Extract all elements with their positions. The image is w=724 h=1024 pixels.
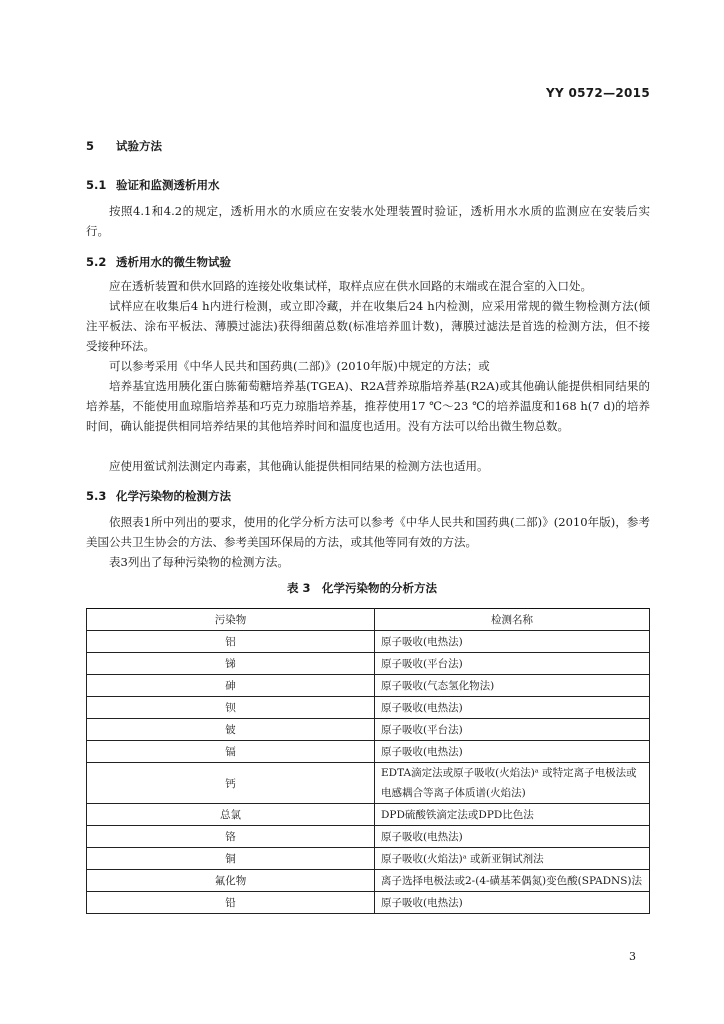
section-title: 验证和监测透析用水 bbox=[116, 178, 220, 192]
table-row bbox=[87, 653, 650, 675]
method-cell: 原子吸收(火焰法)ᵃ 或新亚铜试剂法 bbox=[375, 848, 650, 870]
section-title: 透析用水的微生物试验 bbox=[116, 255, 231, 269]
page-number: 3 bbox=[629, 950, 636, 963]
contaminant-cell: 氟化物 bbox=[87, 870, 375, 892]
table-row bbox=[87, 631, 650, 653]
table-row bbox=[87, 697, 650, 719]
table-row bbox=[87, 826, 650, 848]
section-title: 化学污染物的检测方法 bbox=[116, 489, 231, 503]
section-number: 5.3 bbox=[86, 489, 107, 503]
section-5-heading bbox=[86, 138, 162, 154]
table-row bbox=[87, 719, 650, 741]
table-row bbox=[87, 848, 650, 870]
table-caption: 表 3 化学污染物的分析方法 bbox=[286, 581, 437, 595]
table-row bbox=[87, 675, 650, 697]
paragraph: 应在透析装置和供水回路的连接处收集试样，取样点应在供水回路的末端或在混合室的入口处。 bbox=[109, 279, 592, 293]
method-cell: EDTA滴定法或原子吸收(火焰法)ᵃ 或特定离子电极法或电感耦合等离子体质谱(火焰法) bbox=[375, 763, 650, 804]
paragraph: 试样应在收集后4 h内进行检测，或立即冷藏，并在收集后24 h内检测，应采用常规的微生物检测方法(倾注平板法、涂布平板法、薄膜过滤法)获得细菌总数(标准培养皿计数)，薄膜过滤法是首选的检测方法，但不接受接种环法。 bbox=[86, 299, 650, 353]
contaminant-cell: 钡 bbox=[87, 697, 375, 719]
contaminant-cell: 铜 bbox=[87, 848, 375, 870]
table-row bbox=[87, 892, 650, 914]
table-row bbox=[87, 870, 650, 892]
paragraph: 应使用鲎试剂法测定内毒素，其他确认能提供相同结果的检测方法也适用。 bbox=[109, 459, 489, 473]
contaminant-cell: 铬 bbox=[87, 826, 375, 848]
contaminant-analysis-table bbox=[86, 608, 650, 914]
contaminant-cell: 砷 bbox=[87, 675, 375, 697]
column-header-method: 检测名称 bbox=[375, 609, 650, 631]
section-5-2-heading bbox=[86, 254, 231, 270]
section-number: 5.2 bbox=[86, 255, 107, 269]
method-cell: 原子吸收(电热法) bbox=[375, 741, 650, 763]
table-header-row bbox=[87, 609, 650, 631]
contaminant-cell: 钙 bbox=[87, 763, 375, 804]
document-code: YY 0572—2015 bbox=[546, 86, 650, 100]
contaminant-cell: 铍 bbox=[87, 719, 375, 741]
paragraph: 培养基宜选用胰化蛋白胨葡萄糖培养基(TGEA)、R2A营养琼脂培养基(R2A)或其他确认能提供相同结果的培养基，不能使用血琼脂培养基和巧克力琼脂培养基，推荐使用17 ℃～23 ℃的培养温度和168 h(7 d)的培养时间，确认能提供相同培养结果的其他培养时间和温度也适用。没有方法可以给出微生物总数。 bbox=[86, 379, 650, 433]
table-row bbox=[87, 741, 650, 763]
section-number: 5.1 bbox=[86, 178, 107, 192]
method-cell: 原子吸收(气态氢化物法) bbox=[375, 675, 650, 697]
table-row bbox=[87, 763, 650, 804]
section-5-3-heading bbox=[86, 488, 231, 504]
table-row bbox=[87, 804, 650, 826]
paragraph: 表3列出了每种污染物的检测方法。 bbox=[109, 555, 289, 569]
section-title: 试验方法 bbox=[116, 139, 162, 153]
contaminant-cell: 锑 bbox=[87, 653, 375, 675]
method-cell: DPD硫酸铁滴定法或DPD比色法 bbox=[375, 804, 650, 826]
paragraph: 可以参考采用《中华人民共和国药典(二部)》(2010年版)中规定的方法；或 bbox=[109, 359, 490, 373]
method-cell: 原子吸收(电热法) bbox=[375, 826, 650, 848]
method-cell: 原子吸收(平台法) bbox=[375, 719, 650, 741]
contaminant-cell: 总氯 bbox=[87, 804, 375, 826]
column-header-contaminant: 污染物 bbox=[87, 609, 375, 631]
method-cell: 原子吸收(电热法) bbox=[375, 631, 650, 653]
contaminant-cell: 镉 bbox=[87, 741, 375, 763]
method-cell: 原子吸收(电热法) bbox=[375, 697, 650, 719]
contaminant-cell: 铝 bbox=[87, 631, 375, 653]
contaminant-cell: 铅 bbox=[87, 892, 375, 914]
section-5-1-heading bbox=[86, 177, 220, 193]
method-cell: 原子吸收(电热法) bbox=[375, 892, 650, 914]
paragraph: 依照表1所中列出的要求，使用的化学分析方法可以参考《中华人民共和国药典(二部)》(2010年版)，参考美国公共卫生协会的方法、参考美国环保局的方法，或其他等同有效的方法。 bbox=[86, 515, 650, 549]
paragraph: 按照4.1和4.2的规定，透析用水的水质应在安装水处理装置时验证，透析用水水质的监测应在安装后实行。 bbox=[86, 204, 650, 238]
section-number: 5 bbox=[86, 139, 95, 153]
method-cell: 离子选择电极法或2-(4-磺基苯偶氮)变色酸(SPADNS)法 bbox=[375, 870, 650, 892]
method-cell: 原子吸收(平台法) bbox=[375, 653, 650, 675]
